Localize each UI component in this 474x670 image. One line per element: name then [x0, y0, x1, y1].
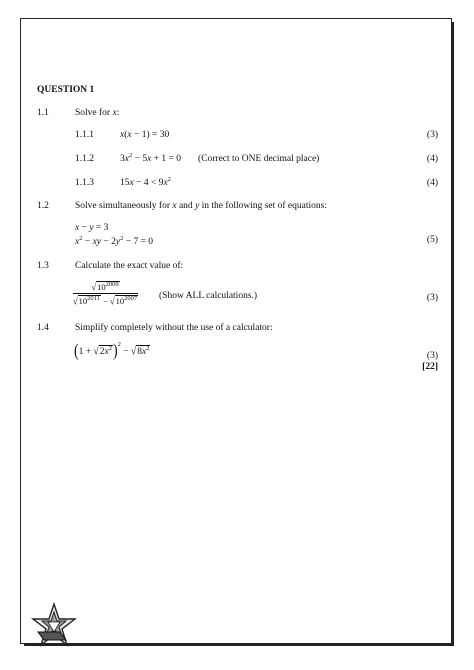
equation-1-2-a: x − y = 3 — [75, 223, 109, 233]
note-1-3: (Show ALL calculations.) — [159, 291, 258, 301]
item-number-1-1-2: 1.1.2 — [75, 154, 94, 164]
item-1-1-text: Solve for x: — [75, 108, 120, 118]
item-1-3-text: Calculate the exact value of: — [75, 261, 184, 271]
fraction-numerator: $√10^{2009}$ — [73, 281, 138, 294]
page-border-shadow-right — [451, 22, 454, 646]
equation-1-1-1: x(x − 1) = 30 — [120, 130, 170, 140]
question-total-marks: [22] — [422, 362, 438, 372]
marks-1-4: (3) — [426, 351, 438, 361]
equation-1-1-2: $3x^2 - 5x + 1 = 0$ — [120, 152, 182, 164]
marks-1-3: (3) — [426, 293, 438, 303]
item-1-2-text: Solve simultaneously for x and y in the following set of equations: — [75, 201, 327, 211]
item-number-1-2: 1.2 — [37, 201, 49, 211]
expression-1-4: $(1 + √2x^2)^2 - √8x^2$ — [74, 341, 150, 362]
item-number-1-3: 1.3 — [37, 261, 49, 271]
marks-1-2: (5) — [426, 235, 438, 245]
fraction-denominator: $√10^{2011} - √10^{2007}$ — [73, 295, 138, 307]
inequality-1-1-3: $15x - 4 < 9x^2$ — [120, 176, 171, 188]
marks-1-1-1: (3) — [426, 130, 438, 140]
item-number-1-1-1: 1.1.1 — [75, 130, 94, 140]
fraction-1-3 — [73, 281, 138, 306]
item-number-1-1: 1.1 — [37, 108, 49, 118]
equation-1-2-b: $x^2$ − xy − $2y^2 - 7 = 0$ — [75, 235, 154, 247]
department-star-logo — [30, 602, 78, 648]
marks-1-1-3: (4) — [426, 178, 438, 188]
item-1-4-text: Simplify completely without the use of a calculator: — [75, 323, 273, 333]
marks-1-1-2: (4) — [426, 154, 438, 164]
item-number-1-4: 1.4 — [37, 323, 49, 333]
question-title: QUESTION 1 — [37, 85, 95, 95]
item-number-1-1-3: 1.1.3 — [75, 178, 94, 188]
page-border-shadow-bottom — [24, 643, 454, 646]
note-1-1-2: (Correct to ONE decimal place) — [198, 154, 320, 164]
